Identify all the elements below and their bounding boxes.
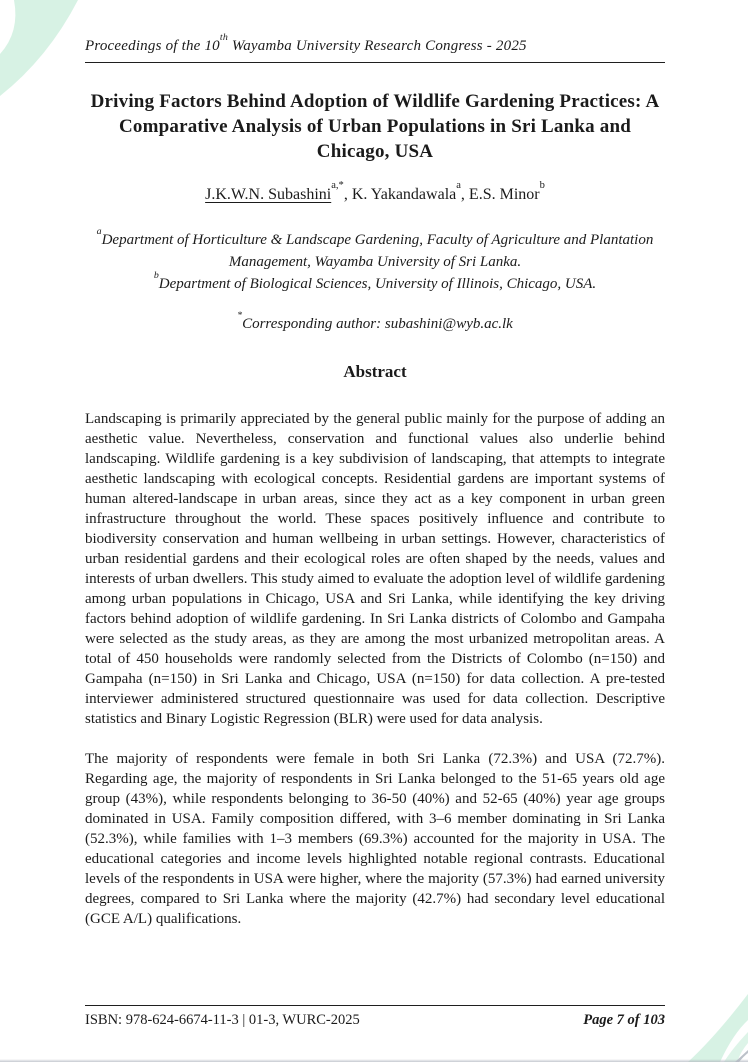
author-separator: ,: [460, 186, 469, 203]
paper-title: Driving Factors Behind Adoption of Wildlife Gardening Practices: A Comparative Analysis of Urban Populations in Sri Lanka and Chicago, USA: [90, 91, 660, 162]
author-3-name: E.S. Minor: [468, 186, 540, 203]
author-3: [468, 179, 545, 203]
page-content: [85, 0, 665, 929]
footer-page-number: Page 7 of 103: [583, 1012, 665, 1028]
author-1: [205, 179, 352, 203]
page-footer: [85, 1005, 665, 1029]
affiliation-b-mark: b: [153, 269, 159, 281]
abstract-paragraph-2: The majority of respondents were female in both Sri Lanka (72.3%) and USA (72.7%). Regarding age, the majority of respondents in Sri Lanka belonged to the 51-65 years old age group (43%), while respondents belonging to 36-50 (40%) and 52-65 (40%) year age groups dominated in USA. Family composition differed, with 3–6 member dominating in Sri Lanka (52.3%), while families with 1–3 members (69.3%) accounted for the majority in USA. The educational categories and income levels highlighted notable regional contrasts. Educational levels of the respondents in USA were higher, where the majority (57.3%) had earned university degrees, compared to Sri Lanka where the majority (42.7%) had secondary level educational (GCE A/L) qualifications.: [85, 751, 665, 927]
abstract-heading: Abstract: [343, 362, 407, 381]
affiliation-a: [85, 225, 665, 273]
author-2: [351, 179, 469, 203]
affiliation-b-text: Department of Biological Sciences, University of Illinois, Chicago, USA.: [158, 276, 597, 292]
author-line: [85, 179, 665, 204]
abstract-body: [85, 409, 665, 929]
corresponding-author-mark: *: [237, 309, 243, 321]
author-2-name: K. Yakandawala: [351, 186, 457, 203]
affiliation-a-mark: a: [96, 225, 102, 237]
author-1-affiliation-mark: a,*: [331, 179, 344, 191]
abstract-paragraph-1: Landscaping is primarily appreciated by the general public mainly for the purpose of adding an aesthetic value. Nevertheless, conservation and functional values also underlie behind landscaping. Wildlife gardening is a key subdivision of landscaping, that attempts to integrate aesthetic landscaping with ecological concepts. Residential gardens are important systems of human altered-landscape in urban areas, since they act as a key component in urban green infrastructure throughout the world. These spaces positively influence and contribute to biodiversity conservation and human wellbeing in urban settings. However, characteristics of urban residential gardens and their ecological roles are often shaped by the needs, values and interests of urban dwellers. This study aimed to evaluate the adoption level of wildlife gardening among urban populations in Chicago, USA and Sri Lanka, while identifying the key driving factors behind adoption of wildlife gardening. In Sri Lanka districts of Colombo and Gampaha were selected as the study areas, as they are among the most urbanized metropolitan areas. A total of 450 households were randomly selected from the Districts of Colombo (n=150) and Gampaha (n=150) in Sri Lanka and Chicago, USA (n=150) for data collection. A pre-tested interviewer administered structured questionnaire was used for data collection. Descriptive statistics and Binary Logistic Regression (BLR) were used for data analysis.: [85, 411, 665, 727]
affiliations-block: [85, 225, 665, 295]
author-3-affiliation-mark: b: [539, 179, 545, 191]
running-head: [85, 31, 665, 63]
running-head-superscript: th: [219, 31, 228, 43]
corner-swoosh-top-left-decoration: [0, 0, 90, 100]
footer-isbn: ISBN: 978-624-6674-11-3 | 01-3, WURC-2025: [85, 1012, 360, 1028]
affiliation-b: [85, 269, 665, 295]
running-head-text: Proceedings of the 10: [85, 38, 220, 54]
running-head-text-cont: Wayamba University Research Congress - 2025: [227, 38, 527, 54]
author-separator: ,: [343, 186, 352, 203]
affiliation-a-text: Department of Horticulture & Landscape Gardening, Faculty of Agriculture and Plantation Management, Wayamba University of Sri Lanka.: [101, 232, 654, 270]
corresponding-author-text: Corresponding author: subashini@wyb.ac.lk: [242, 316, 513, 332]
corresponding-author-line: [85, 309, 665, 333]
author-1-name: J.K.W.N. Subashini: [205, 186, 332, 203]
author-2-affiliation-mark: a: [456, 179, 461, 191]
